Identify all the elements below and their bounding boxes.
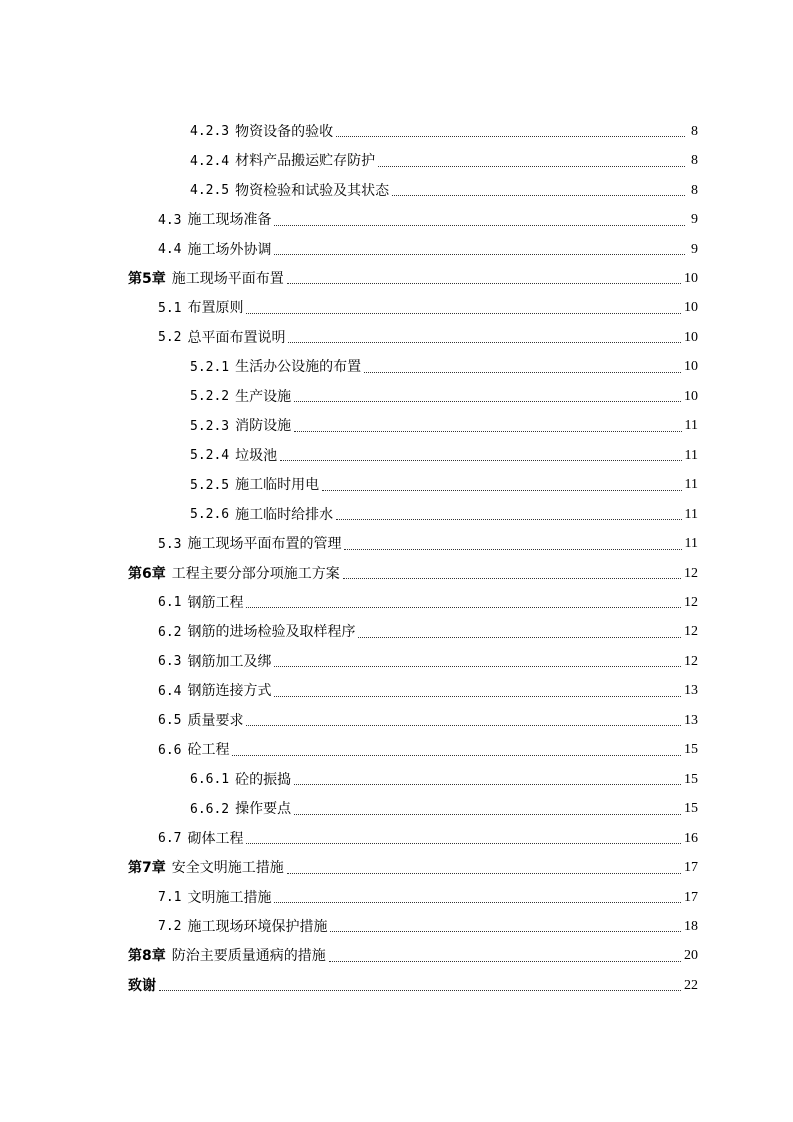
toc-entry-number: 7.2	[158, 919, 182, 935]
toc-entry-title: 操作要点	[235, 801, 292, 818]
toc-entry[interactable]	[128, 765, 698, 794]
toc-entry-number: 6.2	[158, 624, 182, 640]
toc-entry-title: 施工临时给排水	[235, 506, 334, 523]
toc-entry-page-number: 9	[691, 212, 698, 228]
toc-entry-title: 钢筋加工及绑	[187, 653, 272, 670]
toc-entry[interactable]	[128, 794, 698, 823]
toc-entry-page-number: 11	[684, 447, 698, 463]
dot-leader	[287, 283, 681, 284]
toc-entry-page-number: 11	[684, 477, 698, 493]
toc-entry-page-number: 12	[684, 653, 698, 669]
toc-entry-number: 5.2.6	[190, 507, 230, 523]
toc-entry[interactable]	[128, 529, 698, 558]
toc-entry-page-number: 22	[684, 977, 698, 993]
toc-entry-title: 砼工程	[187, 742, 230, 759]
toc-entry-page-number: 18	[684, 918, 698, 934]
toc-entry[interactable]	[128, 824, 698, 853]
toc-entry[interactable]	[128, 264, 698, 293]
toc-entry[interactable]	[128, 382, 698, 411]
toc-entry-title: 安全文明施工措施	[171, 860, 284, 877]
dot-leader	[246, 843, 681, 844]
dot-leader	[329, 961, 681, 962]
toc-entry[interactable]	[128, 441, 698, 470]
toc-entry[interactable]	[128, 294, 698, 323]
toc-entry-title: 物资设备的验收	[235, 123, 334, 140]
dot-leader	[343, 578, 681, 579]
toc-entry-title: 生活办公设施的布置	[235, 359, 362, 376]
toc-entry-title: 防治主要质量通病的措施	[171, 948, 326, 965]
toc-entry[interactable]	[128, 647, 698, 676]
dot-leader	[232, 755, 681, 756]
toc-entry-page-number: 8	[691, 123, 698, 139]
toc-entry-page-number: 17	[684, 860, 698, 876]
toc-entry-number: 7.1	[158, 890, 182, 905]
toc-entry-page-number: 16	[684, 830, 698, 846]
dot-leader	[364, 372, 681, 373]
dot-leader	[358, 637, 681, 638]
toc-entry-title: 文明施工措施	[187, 889, 272, 906]
toc-entry-title: 钢筋连接方式	[187, 683, 272, 700]
toc-entry[interactable]	[128, 559, 698, 588]
toc-entry-page-number: 10	[684, 359, 698, 375]
toc-entry-title: 垃圾池	[235, 447, 278, 464]
toc-entry-number: 5.2.4	[190, 448, 230, 464]
toc-entry-number: 5.1	[158, 300, 182, 316]
toc-entry-page-number: 10	[684, 388, 698, 404]
toc-entry-title: 施工场外协调	[187, 241, 272, 258]
toc-entry[interactable]	[128, 883, 698, 912]
toc-entry-title: 消防设施	[235, 418, 292, 435]
toc-entry-title: 质量要求	[187, 712, 244, 729]
toc-entry-number: 6.6.2	[190, 801, 230, 817]
toc-entry-page-number: 13	[684, 712, 698, 728]
toc-entry-number: 6.4	[158, 683, 182, 699]
dot-leader	[274, 666, 681, 667]
toc-entry-page-number: 15	[684, 742, 698, 758]
dot-leader	[274, 696, 681, 697]
dot-leader	[288, 342, 681, 343]
toc-entry-page-number: 12	[684, 624, 698, 640]
dot-leader	[294, 431, 681, 432]
toc-entry[interactable]	[128, 971, 698, 1000]
toc-entry[interactable]	[128, 500, 698, 529]
toc-entry[interactable]	[128, 205, 698, 234]
toc-entry-number: 6.5	[158, 713, 182, 729]
toc-entry-page-number: 13	[684, 683, 698, 699]
toc-entry[interactable]	[128, 677, 698, 706]
toc-entry-page-number: 8	[691, 153, 698, 169]
toc-entry[interactable]	[128, 412, 698, 441]
toc-entry-title: 钢筋工程	[187, 594, 244, 611]
toc-entry-title: 致谢	[128, 977, 156, 994]
dot-leader	[294, 784, 681, 785]
toc-entry[interactable]	[128, 618, 698, 647]
toc-entry-number: 4.3	[158, 212, 182, 228]
toc-entry[interactable]	[128, 117, 698, 146]
toc-entry-number: 6.6.1	[190, 772, 230, 788]
toc-entry-number: 6.6	[158, 742, 182, 758]
toc-entry-number: 5.2.5	[190, 477, 230, 493]
dot-leader	[336, 136, 685, 137]
dot-leader	[159, 990, 681, 991]
toc-entry-number: 第8章	[128, 948, 166, 965]
toc-entry-number: 5.3	[158, 536, 182, 552]
toc-entry-title: 布置原则	[187, 300, 244, 317]
toc-entry-title: 工程主要分部分项施工方案	[171, 565, 340, 582]
toc-entry-number: 6.7	[158, 831, 182, 847]
dot-leader	[336, 519, 681, 520]
dot-leader	[246, 313, 681, 314]
toc-entry[interactable]	[128, 176, 698, 205]
toc-entry-page-number: 11	[684, 506, 698, 522]
toc-entry-title: 施工现场平面布置	[171, 270, 284, 287]
toc-entry-title: 钢筋的进场检验及取样程序	[187, 624, 356, 641]
toc-entry-number: 6.1	[158, 595, 182, 611]
dot-leader	[294, 401, 681, 402]
toc-entry-page-number: 15	[684, 801, 698, 817]
table-of-contents	[128, 117, 698, 1001]
toc-entry-page-number: 12	[684, 565, 698, 581]
toc-entry[interactable]	[128, 235, 698, 264]
dot-leader	[392, 195, 685, 196]
toc-entry-title: 施工现场准备	[187, 212, 272, 229]
dot-leader	[287, 873, 681, 874]
toc-entry[interactable]	[128, 853, 698, 882]
toc-entry-number: 4.2.4	[190, 153, 230, 169]
dot-leader	[294, 814, 681, 815]
toc-entry-page-number: 11	[684, 536, 698, 552]
toc-entry-page-number: 17	[684, 889, 698, 905]
toc-entry-title: 总平面布置说明	[187, 329, 286, 346]
toc-entry[interactable]	[128, 942, 698, 971]
toc-entry-number: 4.4	[158, 242, 182, 258]
dot-leader	[378, 166, 685, 167]
toc-entry[interactable]	[128, 736, 698, 765]
dot-leader	[274, 225, 685, 226]
toc-entry-number: 6.3	[158, 654, 182, 670]
toc-entry[interactable]	[128, 470, 698, 499]
toc-entry-number: 第5章	[128, 270, 166, 287]
toc-entry-title: 施工现场环境保护措施	[187, 918, 328, 935]
toc-entry-title: 施工临时用电	[235, 477, 320, 494]
toc-entry-number: 5.2.3	[190, 418, 230, 434]
toc-entry-page-number: 10	[684, 329, 698, 345]
dot-leader	[280, 460, 681, 461]
toc-entry[interactable]	[128, 706, 698, 735]
toc-entry[interactable]	[128, 146, 698, 175]
toc-entry-page-number: 10	[684, 270, 698, 286]
toc-entry-title: 砼的振捣	[235, 771, 292, 788]
toc-entry-page-number: 15	[684, 771, 698, 787]
dot-leader	[322, 490, 681, 491]
dot-leader	[246, 725, 681, 726]
toc-entry-number: 5.2.2	[190, 389, 230, 405]
dot-leader	[344, 549, 681, 550]
dot-leader	[330, 931, 681, 932]
toc-entry-number: 第7章	[128, 860, 166, 877]
dot-leader	[274, 254, 685, 255]
toc-entry-title: 材料产品搬运贮存防护	[235, 153, 376, 170]
toc-entry-title: 物资检验和试验及其状态	[235, 182, 390, 199]
toc-entry-number: 第6章	[128, 565, 166, 582]
toc-entry-number: 4.2.5	[190, 183, 230, 199]
dot-leader	[274, 902, 681, 903]
toc-entry-number: 5.2	[158, 330, 182, 346]
toc-entry-page-number: 20	[684, 948, 698, 964]
toc-entry-page-number: 9	[691, 241, 698, 257]
dot-leader	[246, 607, 681, 608]
toc-entry-number: 4.2.3	[190, 124, 230, 140]
toc-entry[interactable]	[128, 323, 698, 352]
toc-entry-title: 生产设施	[235, 388, 292, 405]
toc-entry-title: 施工现场平面布置的管理	[187, 536, 342, 553]
toc-entry-page-number: 12	[684, 594, 698, 610]
toc-entry[interactable]	[128, 912, 698, 941]
toc-entry[interactable]	[128, 588, 698, 617]
toc-entry-page-number: 10	[684, 300, 698, 316]
toc-entry[interactable]	[128, 353, 698, 382]
toc-entry-number: 5.2.1	[190, 359, 230, 375]
toc-entry-page-number: 8	[691, 182, 698, 198]
toc-entry-page-number: 11	[684, 418, 698, 434]
toc-entry-title: 砌体工程	[187, 830, 244, 847]
